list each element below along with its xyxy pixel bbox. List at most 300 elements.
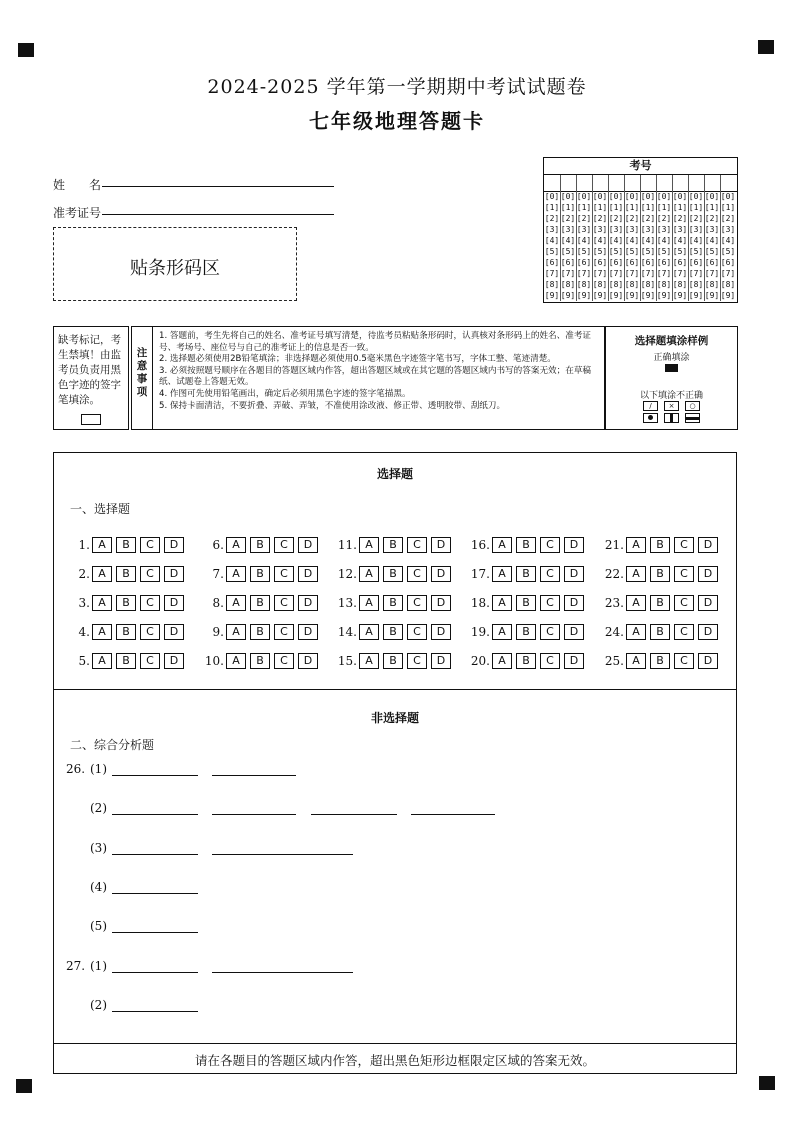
exam-digit-bubble[interactable]: [2] <box>624 214 640 223</box>
question-number: 7. <box>212 567 224 581</box>
option-bubble-b[interactable]: B <box>516 624 536 640</box>
exam-digit-bubble[interactable]: [7] <box>560 269 576 278</box>
exam-digit-bubble[interactable]: [7] <box>576 269 592 278</box>
option-bubble-b[interactable]: B <box>116 537 136 553</box>
option-bubble-a[interactable]: A <box>359 595 379 611</box>
absent-mark-text: 缺考标记，考生禁填！由监考员负责用黑色字迹的签字笔填涂。 <box>58 334 121 406</box>
exam-digit-bubble[interactable]: [5] <box>672 247 688 256</box>
option-bubble-c[interactable]: C <box>674 653 694 669</box>
exam-digit-bubble[interactable]: [3] <box>608 225 624 234</box>
exam-digit-bubble[interactable]: [0] <box>544 192 560 201</box>
choice-part-label: 一、选择题 <box>70 502 131 516</box>
question-number: 15. <box>337 654 357 668</box>
exam-digit-bubble[interactable]: [5] <box>544 247 560 256</box>
option-bubble-c[interactable]: C <box>540 624 560 640</box>
q27-sub-2-label: (2) <box>90 998 107 1012</box>
exam-digit-bubble[interactable]: [4] <box>720 236 736 245</box>
exam-digit-bubble[interactable]: [3] <box>704 225 720 234</box>
q26-3-blank[interactable] <box>112 854 198 855</box>
question-number: 6. <box>212 538 224 552</box>
option-bubble-a[interactable]: A <box>359 566 379 582</box>
exam-digit-bubble[interactable]: [7] <box>720 269 736 278</box>
option-bubble-c[interactable]: C <box>274 537 294 553</box>
exam-digit-bubble[interactable]: [5] <box>576 247 592 256</box>
question-number: 22. <box>604 567 624 581</box>
choice-question <box>604 595 722 611</box>
exam-digit-bubble[interactable]: [8] <box>544 280 560 289</box>
exam-digit-bubble[interactable]: [9] <box>720 291 736 300</box>
option-bubble-a[interactable]: A <box>359 624 379 640</box>
exam-digit-bubble[interactable]: [7] <box>656 269 672 278</box>
q26-2-blank[interactable] <box>212 814 296 815</box>
exam-digit-bubble[interactable]: [8] <box>704 280 720 289</box>
exam-digit-bubble[interactable]: [1] <box>688 203 704 212</box>
exam-digit-bubble[interactable]: [7] <box>544 269 560 278</box>
q26-sub-5-label: (5) <box>90 919 107 933</box>
exam-digit-bubble[interactable]: [7] <box>688 269 704 278</box>
exam-digit-bubble[interactable]: [8] <box>720 280 736 289</box>
exam-digit-bubble[interactable]: [1] <box>624 203 640 212</box>
option-bubble-b[interactable]: B <box>250 537 270 553</box>
exam-digit-bubble[interactable]: [9] <box>560 291 576 300</box>
q26-2-blank[interactable] <box>411 814 495 815</box>
question-number: 18. <box>470 596 490 610</box>
option-bubble-c[interactable]: C <box>540 653 560 669</box>
choice-question <box>212 537 322 553</box>
option-bubble-d[interactable]: D <box>431 653 451 669</box>
option-bubble-a[interactable]: A <box>226 624 246 640</box>
exam-digit-bubble[interactable]: [4] <box>672 236 688 245</box>
option-bubble-d[interactable]: D <box>698 595 718 611</box>
exam-digit-bubble[interactable]: [8] <box>576 280 592 289</box>
option-bubble-d[interactable]: D <box>164 537 184 553</box>
exam-digit-bubble[interactable]: [2] <box>544 214 560 223</box>
question-number: 21. <box>604 538 624 552</box>
option-bubble-b[interactable]: B <box>516 595 536 611</box>
choice-question <box>337 595 455 611</box>
question-number: 5. <box>78 654 90 668</box>
exam-digit-bubble[interactable]: [2] <box>576 214 592 223</box>
option-bubble-a[interactable]: A <box>626 537 646 553</box>
exam-digit-bubble[interactable]: [9] <box>672 291 688 300</box>
exam-digit-bubble[interactable]: [6] <box>720 258 736 267</box>
option-bubble-a[interactable]: A <box>492 595 512 611</box>
option-bubble-d[interactable]: D <box>698 537 718 553</box>
option-bubble-d[interactable]: D <box>431 624 451 640</box>
choice-question <box>604 653 722 669</box>
exam-digit-bubble[interactable]: [5] <box>592 247 608 256</box>
option-bubble-a[interactable]: A <box>492 653 512 669</box>
exam-digit-bubble[interactable]: [3] <box>656 225 672 234</box>
option-bubble-d[interactable]: D <box>564 566 584 582</box>
option-bubble-c[interactable]: C <box>274 653 294 669</box>
footer-note: 请在各题目的答题区域内作答，超出黑色矩形边框限定区域的答案无效。 <box>194 1053 595 1068</box>
exam-digit-bubble[interactable]: [2] <box>704 214 720 223</box>
option-bubble-d[interactable]: D <box>564 653 584 669</box>
registration-mark-bottom-right <box>759 1076 775 1090</box>
option-bubble-b[interactable]: B <box>116 653 136 669</box>
option-bubble-a[interactable]: A <box>92 566 112 582</box>
q26-2-blank[interactable] <box>112 814 198 815</box>
choice-question <box>212 566 322 582</box>
exam-digit-bubble[interactable]: [5] <box>688 247 704 256</box>
exam-digit-bubble[interactable]: [2] <box>688 214 704 223</box>
exam-digit-bubble[interactable]: [2] <box>720 214 736 223</box>
option-bubble-a[interactable]: A <box>92 595 112 611</box>
exam-digit-bubble[interactable]: [8] <box>560 280 576 289</box>
option-bubble-b[interactable]: B <box>116 595 136 611</box>
exam-number-column-divider <box>576 175 577 301</box>
option-bubble-c[interactable]: C <box>274 566 294 582</box>
exam-digit-bubble[interactable]: [7] <box>624 269 640 278</box>
option-bubble-d[interactable]: D <box>564 595 584 611</box>
q26-sub-1-label: (1) <box>90 762 107 776</box>
q27-1-blank[interactable] <box>112 972 198 973</box>
exam-digit-bubble[interactable]: [6] <box>656 258 672 267</box>
option-bubble-b[interactable]: B <box>650 595 670 611</box>
exam-digit-bubble[interactable]: [3] <box>720 225 736 234</box>
exam-digit-bubble[interactable]: [1] <box>592 203 608 212</box>
exam-digit-bubble[interactable]: [5] <box>624 247 640 256</box>
exam-digit-bubble[interactable]: [7] <box>592 269 608 278</box>
absent-mark-box <box>53 326 129 430</box>
option-bubble-b[interactable]: B <box>116 624 136 640</box>
exam-digit-bubble[interactable]: [6] <box>560 258 576 267</box>
option-bubble-c[interactable]: C <box>540 537 560 553</box>
exam-digit-bubble[interactable]: [4] <box>688 236 704 245</box>
option-bubble-c[interactable]: C <box>407 537 427 553</box>
option-bubble-d[interactable]: D <box>431 595 451 611</box>
question-number: 10. <box>204 654 224 668</box>
choice-question <box>470 566 588 582</box>
option-bubble-c[interactable]: C <box>274 624 294 640</box>
option-bubble-b[interactable]: B <box>383 537 403 553</box>
notes-box <box>131 326 605 430</box>
registration-mark-bottom-left <box>16 1079 32 1093</box>
exam-digit-bubble[interactable]: [2] <box>560 214 576 223</box>
option-bubble-d[interactable]: D <box>431 537 451 553</box>
option-bubble-d[interactable]: D <box>298 624 318 640</box>
exam-number-column-divider <box>720 175 721 301</box>
option-bubble-c[interactable]: C <box>274 595 294 611</box>
option-bubble-a[interactable]: A <box>626 624 646 640</box>
exam-digit-bubble[interactable]: [6] <box>576 258 592 267</box>
option-bubble-d[interactable]: D <box>564 537 584 553</box>
option-bubble-c[interactable]: C <box>140 624 160 640</box>
exam-digit-bubble[interactable]: [8] <box>640 280 656 289</box>
exam-digit-bubble[interactable]: [8] <box>624 280 640 289</box>
option-bubble-b[interactable]: B <box>250 653 270 669</box>
exam-digit-bubble[interactable]: [1] <box>640 203 656 212</box>
option-bubble-b[interactable]: B <box>516 537 536 553</box>
exam-digit-bubble[interactable]: [3] <box>576 225 592 234</box>
exam-digit-bubble[interactable]: [8] <box>656 280 672 289</box>
option-bubble-a[interactable]: A <box>226 566 246 582</box>
question-number: 17. <box>470 567 490 581</box>
absent-mark-checkbox[interactable] <box>81 414 101 425</box>
question-number: 14. <box>337 625 357 639</box>
exam-digit-bubble[interactable]: [9] <box>624 291 640 300</box>
choice-question <box>78 537 188 553</box>
exam-number-column-divider <box>672 175 673 301</box>
exam-digit-bubble[interactable]: [9] <box>576 291 592 300</box>
exam-digit-bubble[interactable]: [6] <box>608 258 624 267</box>
name-field[interactable] <box>102 186 334 187</box>
exam-digit-bubble[interactable]: [6] <box>544 258 560 267</box>
option-bubble-c[interactable]: C <box>407 566 427 582</box>
exam-digit-bubble[interactable]: [6] <box>704 258 720 267</box>
option-bubble-d[interactable]: D <box>431 566 451 582</box>
exam-digit-bubble[interactable]: [2] <box>608 214 624 223</box>
exam-digit-bubble[interactable]: [5] <box>656 247 672 256</box>
exam-digit-bubble[interactable]: [4] <box>576 236 592 245</box>
exam-digit-bubble[interactable]: [0] <box>624 192 640 201</box>
exam-digit-bubble[interactable]: [5] <box>640 247 656 256</box>
exam-digit-bubble[interactable]: [9] <box>704 291 720 300</box>
option-bubble-b[interactable]: B <box>650 653 670 669</box>
exam-digit-bubble[interactable]: [3] <box>672 225 688 234</box>
exam-digit-bubble[interactable]: [4] <box>560 236 576 245</box>
option-bubble-c[interactable]: C <box>407 595 427 611</box>
option-bubble-c[interactable]: C <box>674 566 694 582</box>
exam-digit-bubble[interactable]: [3] <box>624 225 640 234</box>
exam-digit-bubble[interactable]: [9] <box>544 291 560 300</box>
answer-card-title: 七年级地理答题卡 <box>309 109 485 133</box>
option-bubble-c[interactable]: C <box>407 653 427 669</box>
exam-number-column <box>704 191 720 301</box>
option-bubble-a[interactable]: A <box>359 653 379 669</box>
exam-digit-bubble[interactable]: [0] <box>560 192 576 201</box>
exam-digit-bubble[interactable]: [1] <box>560 203 576 212</box>
wrong-fill-slash: / <box>643 401 658 411</box>
exam-digit-bubble[interactable]: [1] <box>672 203 688 212</box>
question-number: 23. <box>604 596 624 610</box>
option-bubble-a[interactable]: A <box>359 537 379 553</box>
exam-number-column-divider <box>592 175 593 301</box>
exam-digit-bubble[interactable]: [5] <box>560 247 576 256</box>
note-item: 5. 保持卡面清洁，不要折叠、弄破、弄皱，不准使用涂改液、修正带、透明胶带、刮纸刀。 <box>159 400 506 411</box>
question-number: 3. <box>78 596 90 610</box>
option-bubble-c[interactable]: C <box>407 624 427 640</box>
exam-digit-bubble[interactable]: [9] <box>592 291 608 300</box>
exam-title: 2024-2025 学年第一学期期中考试试题卷 <box>207 76 587 98</box>
option-bubble-c[interactable]: C <box>540 566 560 582</box>
choice-question <box>337 653 455 669</box>
exam-digit-bubble[interactable]: [6] <box>672 258 688 267</box>
option-bubble-c[interactable]: C <box>540 595 560 611</box>
question-number: 8. <box>212 596 224 610</box>
exam-digit-bubble[interactable]: [0] <box>704 192 720 201</box>
option-bubble-a[interactable]: A <box>226 595 246 611</box>
option-bubble-c[interactable]: C <box>674 624 694 640</box>
option-bubble-a[interactable]: A <box>492 566 512 582</box>
option-bubble-a[interactable]: A <box>92 624 112 640</box>
q26-1-blank[interactable] <box>212 775 296 776</box>
notes-heading: 注意事项 <box>136 347 148 398</box>
exam-number-column <box>576 191 592 301</box>
exam-digit-bubble[interactable]: [0] <box>688 192 704 201</box>
exam-digit-bubble[interactable]: [3] <box>688 225 704 234</box>
option-bubble-d[interactable]: D <box>164 653 184 669</box>
option-bubble-b[interactable]: B <box>250 595 270 611</box>
q26-1-blank[interactable] <box>112 775 198 776</box>
exam-digit-bubble[interactable]: [6] <box>688 258 704 267</box>
exam-digit-bubble[interactable]: [2] <box>672 214 688 223</box>
name-label: 姓 名 <box>53 178 102 192</box>
exam-digit-bubble[interactable]: [9] <box>688 291 704 300</box>
option-bubble-a[interactable]: A <box>626 566 646 582</box>
answer-frame <box>53 452 737 1074</box>
option-bubble-d[interactable]: D <box>298 595 318 611</box>
option-bubble-c[interactable]: C <box>140 537 160 553</box>
exam-digit-bubble[interactable]: [1] <box>544 203 560 212</box>
option-bubble-b[interactable]: B <box>650 537 670 553</box>
exam-digit-bubble[interactable]: [1] <box>576 203 592 212</box>
exam-digit-bubble[interactable]: [0] <box>592 192 608 201</box>
option-bubble-d[interactable]: D <box>298 537 318 553</box>
exam-digit-bubble[interactable]: [2] <box>656 214 672 223</box>
option-bubble-b[interactable]: B <box>383 595 403 611</box>
exam-digit-bubble[interactable]: [6] <box>640 258 656 267</box>
option-bubble-d[interactable]: D <box>164 566 184 582</box>
option-bubble-c[interactable]: C <box>140 566 160 582</box>
exam-digit-bubble[interactable]: [7] <box>704 269 720 278</box>
wrong-fill-label: 以下填涂不正确 <box>639 391 703 401</box>
exam-digit-bubble[interactable]: [5] <box>720 247 736 256</box>
exam-number-column <box>624 191 640 301</box>
exam-digit-bubble[interactable]: [1] <box>720 203 736 212</box>
exam-digit-bubble[interactable]: [4] <box>640 236 656 245</box>
q27-2-blank[interactable] <box>112 1011 198 1012</box>
option-bubble-d[interactable]: D <box>698 653 718 669</box>
option-bubble-a[interactable]: A <box>626 653 646 669</box>
option-bubble-a[interactable]: A <box>492 537 512 553</box>
option-bubble-a[interactable]: A <box>492 624 512 640</box>
exam-id-field[interactable] <box>102 214 334 215</box>
question-number: 9. <box>212 625 224 639</box>
exam-digit-bubble[interactable]: [0] <box>656 192 672 201</box>
exam-digit-bubble[interactable]: [4] <box>608 236 624 245</box>
option-bubble-b[interactable]: B <box>516 566 536 582</box>
choice-question <box>604 537 722 553</box>
exam-digit-bubble[interactable]: [8] <box>592 280 608 289</box>
correct-fill-label: 正确填涂 <box>653 353 690 363</box>
option-bubble-c[interactable]: C <box>140 653 160 669</box>
exam-digit-bubble[interactable]: [4] <box>656 236 672 245</box>
exam-digit-bubble[interactable]: [4] <box>544 236 560 245</box>
exam-digit-bubble[interactable]: [5] <box>704 247 720 256</box>
exam-digit-bubble[interactable]: [7] <box>672 269 688 278</box>
exam-digit-bubble[interactable]: [9] <box>608 291 624 300</box>
exam-digit-bubble[interactable]: [6] <box>624 258 640 267</box>
non-choice-section-title: 非选择题 <box>370 711 419 725</box>
exam-number-column <box>544 191 560 301</box>
wrong-fill-partial-icon <box>685 413 700 423</box>
exam-digit-bubble[interactable]: [4] <box>592 236 608 245</box>
exam-digit-bubble[interactable]: [3] <box>640 225 656 234</box>
choice-question <box>470 595 588 611</box>
q26-5-blank[interactable] <box>112 932 198 933</box>
exam-number-grid <box>543 157 738 303</box>
exam-digit-bubble[interactable]: [0] <box>576 192 592 201</box>
option-bubble-c[interactable]: C <box>674 537 694 553</box>
option-bubble-d[interactable]: D <box>298 653 318 669</box>
q26-3-blank[interactable] <box>212 854 353 855</box>
option-bubble-a[interactable]: A <box>626 595 646 611</box>
exam-digit-bubble[interactable]: [0] <box>640 192 656 201</box>
note-item: 4. 作图可先使用铅笔画出，确定后必须用黑色字迹的签字笔描黑。 <box>159 388 411 399</box>
option-bubble-a[interactable]: A <box>226 653 246 669</box>
q27-1-blank[interactable] <box>212 972 353 973</box>
option-bubble-d[interactable]: D <box>564 624 584 640</box>
option-bubble-b[interactable]: B <box>383 653 403 669</box>
exam-digit-bubble[interactable]: [8] <box>608 280 624 289</box>
exam-digit-bubble[interactable]: [3] <box>592 225 608 234</box>
exam-digit-bubble[interactable]: [3] <box>560 225 576 234</box>
option-bubble-a[interactable]: A <box>92 653 112 669</box>
exam-digit-bubble[interactable]: [1] <box>608 203 624 212</box>
exam-digit-bubble[interactable]: [2] <box>592 214 608 223</box>
exam-digit-bubble[interactable]: [7] <box>608 269 624 278</box>
exam-digit-bubble[interactable]: [9] <box>656 291 672 300</box>
exam-digit-bubble[interactable]: [3] <box>544 225 560 234</box>
option-bubble-d[interactable]: D <box>164 595 184 611</box>
exam-digit-bubble[interactable]: [0] <box>720 192 736 201</box>
exam-digit-bubble[interactable]: [1] <box>656 203 672 212</box>
option-bubble-d[interactable]: D <box>698 566 718 582</box>
exam-digit-bubble[interactable]: [4] <box>624 236 640 245</box>
option-bubble-c[interactable]: C <box>140 595 160 611</box>
notes-divider <box>152 327 153 429</box>
option-bubble-b[interactable]: B <box>250 624 270 640</box>
q26-4-blank[interactable] <box>112 893 198 894</box>
option-bubble-d[interactable]: D <box>298 566 318 582</box>
option-bubble-d[interactable]: D <box>164 624 184 640</box>
option-bubble-c[interactable]: C <box>674 595 694 611</box>
option-bubble-a[interactable]: A <box>92 537 112 553</box>
exam-digit-bubble[interactable]: [8] <box>688 280 704 289</box>
question-number: 24. <box>604 625 624 639</box>
exam-number-column <box>608 191 624 301</box>
exam-digit-bubble[interactable]: [7] <box>640 269 656 278</box>
exam-digit-bubble[interactable]: [6] <box>592 258 608 267</box>
choice-question <box>604 624 722 640</box>
note-item: 1. 答题前，考生先将自己的姓名、准考证号填写清楚，待监考员粘贴条形码时，认真核对条形码上的姓名、准考证号、考场号、座位号与自己的准考证上的信息是否一致。 <box>159 331 592 353</box>
option-bubble-b[interactable]: B <box>383 566 403 582</box>
exam-digit-bubble[interactable]: [5] <box>608 247 624 256</box>
question-number: 12. <box>337 567 357 581</box>
option-bubble-b[interactable]: B <box>250 566 270 582</box>
exam-digit-bubble[interactable]: [0] <box>672 192 688 201</box>
exam-digit-bubble[interactable]: [1] <box>704 203 720 212</box>
choice-question <box>337 566 455 582</box>
option-bubble-b[interactable]: B <box>116 566 136 582</box>
exam-digit-bubble[interactable]: [4] <box>704 236 720 245</box>
exam-number-column <box>560 191 576 301</box>
option-bubble-d[interactable]: D <box>698 624 718 640</box>
option-bubble-b[interactable]: B <box>516 653 536 669</box>
option-bubble-a[interactable]: A <box>226 537 246 553</box>
exam-digit-bubble[interactable]: [2] <box>640 214 656 223</box>
exam-digit-bubble[interactable]: [0] <box>608 192 624 201</box>
q26-2-blank[interactable] <box>311 814 397 815</box>
option-bubble-b[interactable]: B <box>650 624 670 640</box>
exam-digit-bubble[interactable]: [9] <box>640 291 656 300</box>
section-divider <box>54 689 736 690</box>
option-bubble-b[interactable]: B <box>650 566 670 582</box>
exam-digit-bubble[interactable]: [8] <box>672 280 688 289</box>
option-bubble-b[interactable]: B <box>383 624 403 640</box>
